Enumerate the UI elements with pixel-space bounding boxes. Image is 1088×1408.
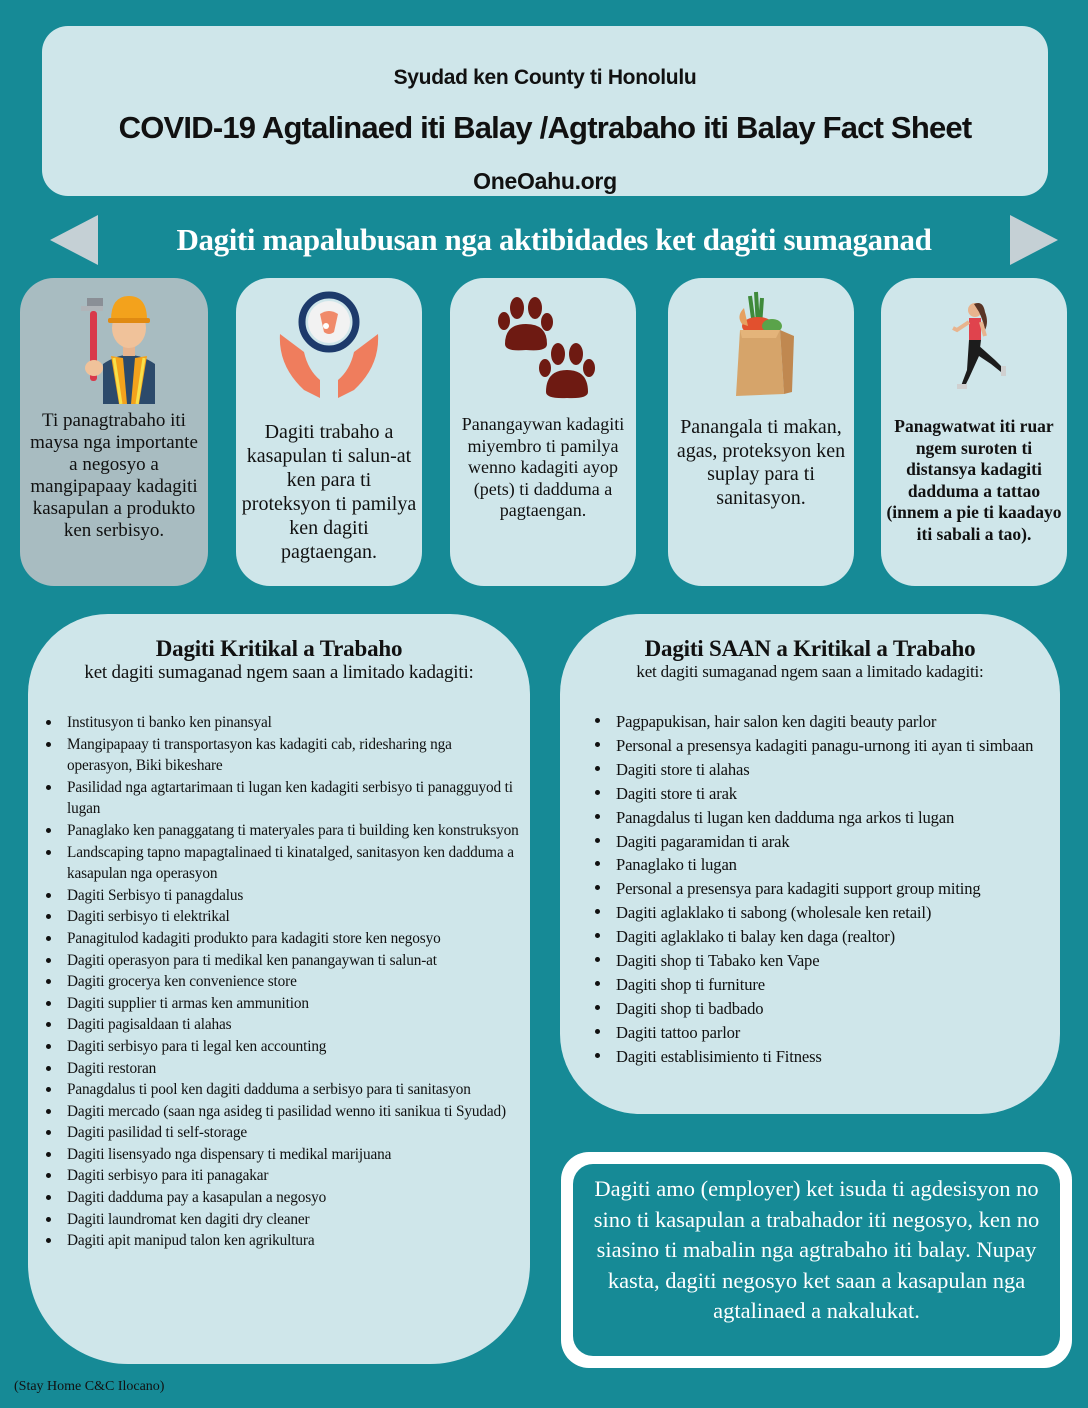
activity-text: Panangala ti makan, agas, proteksyon ken suplay para ti sanitasyon. xyxy=(676,416,846,509)
header-box xyxy=(42,26,1048,196)
list-item: Dagiti serbisyo para iti panagakar xyxy=(67,1165,520,1187)
non-critical-work-subtitle: ket dagiti sumaganad ngem saan a limitado kadagiti: xyxy=(636,662,984,681)
runner-icon xyxy=(881,286,1067,404)
list-item: Dagiti store ti arak xyxy=(616,782,1056,806)
arrow-left-icon xyxy=(50,215,98,265)
activity-card-exercise xyxy=(881,278,1067,586)
arrow-right-icon xyxy=(1010,215,1058,265)
list-item: Mangipapaay ti transportasyon kas kadagiti cab, ridesharing nga operasyon, Biki bikeshare xyxy=(67,734,520,777)
list-item: Personal a presensya para kadagiti support group miting xyxy=(616,877,1056,901)
list-item: Dagiti grocerya ken convenience store xyxy=(67,971,520,993)
list-item: Dagiti mercado (saan nga asideg ti pasilidad wenno iti sanikua ti Syudad) xyxy=(67,1101,520,1123)
list-item: Dagiti Serbisyo ti panagdalus xyxy=(67,885,520,907)
critical-work-list xyxy=(28,712,530,1252)
list-item: Dagiti pagisaldaan ti alahas xyxy=(67,1014,520,1036)
list-item: Dagiti serbisyo para ti legal ken accounting xyxy=(67,1036,520,1058)
activity-text: Panangaywan kadagiti miyembro ti pamilya wenno kadagiti ayop (pets) ti dadduma a pagtaengan. xyxy=(461,414,625,520)
employer-note-text: Dagiti amo (employer) ket isuda ti agdesisyon no sino ti kasapulan a trabahador iti negosyo, ken no siasino ti mabalin nga agtrabaho iti balay. Nupay kasta, dagiti negosyo ket saan a kasapulan nga agtalinaed a nakalukat. xyxy=(573,1164,1060,1356)
list-item: Personal a presensya kadagiti panagu-urnong iti ayan ti simbaan xyxy=(616,734,1056,758)
activity-card-essential-work xyxy=(20,278,208,586)
list-item: Dagiti serbisyo ti elektrikal xyxy=(67,906,520,928)
list-item: Dagiti lisensyado nga dispensary ti medikal marijuana xyxy=(67,1144,520,1166)
list-item: Dagiti dadduma pay a kasapulan a negosyo xyxy=(67,1187,520,1209)
list-item: Dagiti establisimiento ti Fitness xyxy=(616,1045,1056,1069)
list-item: Panaglako ti lugan xyxy=(616,853,1056,877)
grocery-bag-icon xyxy=(668,286,854,404)
critical-work-title: Dagiti Kritikal a Trabaho xyxy=(155,636,403,661)
list-item: Dagiti apit manipud talon ken agrikultura xyxy=(67,1230,520,1252)
list-item: Dagiti pasilidad ti self-storage xyxy=(67,1122,520,1144)
list-item: Dagiti tattoo parlor xyxy=(616,1021,1056,1045)
non-critical-work-title: Dagiti SAAN a Kritikal a Trabaho xyxy=(644,636,976,661)
list-item: Dagiti laundromat ken dagiti dry cleaner xyxy=(67,1209,520,1231)
activity-text: Dagiti trabaho a kasapulan ti salun-at ken para ti proteksyon ti pamilya ken dagiti pagtaengan. xyxy=(241,421,417,563)
list-item: Dagiti shop ti furniture xyxy=(616,973,1056,997)
list-item: Panaglako ken panaggatang ti materyales para ti building ken konstruksyon xyxy=(67,820,520,842)
list-item: Pasilidad nga agtartarimaan ti lugan ken kadagiti serbisyo ti panagguyod ti lugan xyxy=(67,777,520,820)
list-item: Dagiti aglaklako ti sabong (wholesale ken retail) xyxy=(616,901,1056,925)
list-item: Panagitulod kadagiti produkto para kadagiti store ken negosyo xyxy=(67,928,520,950)
activity-text: Panagwatwat iti ruar ngem suroten ti distansya kadagiti dadduma a tattao (innem a pie ti kaadayo iti sabali a tao). xyxy=(886,416,1062,544)
activity-card-caregiving xyxy=(450,278,636,586)
activities-banner xyxy=(0,210,1088,270)
paw-prints-icon xyxy=(450,286,636,404)
construction-worker-icon xyxy=(20,286,208,404)
non-critical-work-list xyxy=(560,710,1060,1069)
list-item: Dagiti shop ti Tabako ken Vape xyxy=(616,949,1056,973)
critical-work-panel xyxy=(28,614,530,1364)
list-item: Institusyon ti banko ken pinansyal xyxy=(67,712,520,734)
list-item: Dagiti pagaramidan ti arak xyxy=(616,830,1056,854)
critical-work-subtitle: ket dagiti sumaganad ngem saan a limitado kadagiti: xyxy=(84,662,474,683)
list-item: Dagiti aglaklako ti balay ken daga (realtor) xyxy=(616,925,1056,949)
list-item: Panagdalus ti pool ken dagiti dadduma a serbisyo para ti sanitasyon xyxy=(67,1079,520,1101)
non-critical-work-panel xyxy=(560,614,1060,1114)
activity-text: Ti panagtrabaho iti maysa nga importante a negosyo a mangipapaay kadagiti kasapulan a produkto ken serbisyo. xyxy=(30,410,198,541)
page-title: COVID-19 Agtalinaed iti Balay /Agtrabaho iti Balay Fact Sheet xyxy=(118,110,972,145)
list-item: Pagpapukisan, hair salon ken dagiti beauty parlor xyxy=(616,710,1056,734)
list-item: Landscaping tapno mapagtalinaed ti kinatalged, sanitasyon ken dadduma a kasapulan nga operasyon xyxy=(67,842,520,885)
footer-label: (Stay Home C&C Ilocano) xyxy=(14,1379,165,1394)
list-item: Dagiti operasyon para ti medikal ken panangaywan ti salun-at xyxy=(67,950,520,972)
list-item: Dagiti shop ti badbado xyxy=(616,997,1056,1021)
list-item: Dagiti supplier ti armas ken ammunition xyxy=(67,993,520,1015)
list-item: Panagdalus ti lugan ken dadduma nga arkos ti lugan xyxy=(616,806,1056,830)
employer-note-box xyxy=(561,1152,1072,1368)
list-item: Dagiti store ti alahas xyxy=(616,758,1056,782)
healthcare-hands-icon xyxy=(236,286,422,404)
list-item: Dagiti restoran xyxy=(67,1058,520,1080)
activity-card-groceries xyxy=(668,278,854,586)
website-link[interactable]: OneOahu.org xyxy=(473,168,617,194)
activity-card-health-work xyxy=(236,278,422,586)
organization-name: Syudad ken County ti Honolulu xyxy=(393,66,697,89)
banner-heading: Dagiti mapalubusan nga aktibidades ket dagiti sumaganad xyxy=(176,222,932,257)
